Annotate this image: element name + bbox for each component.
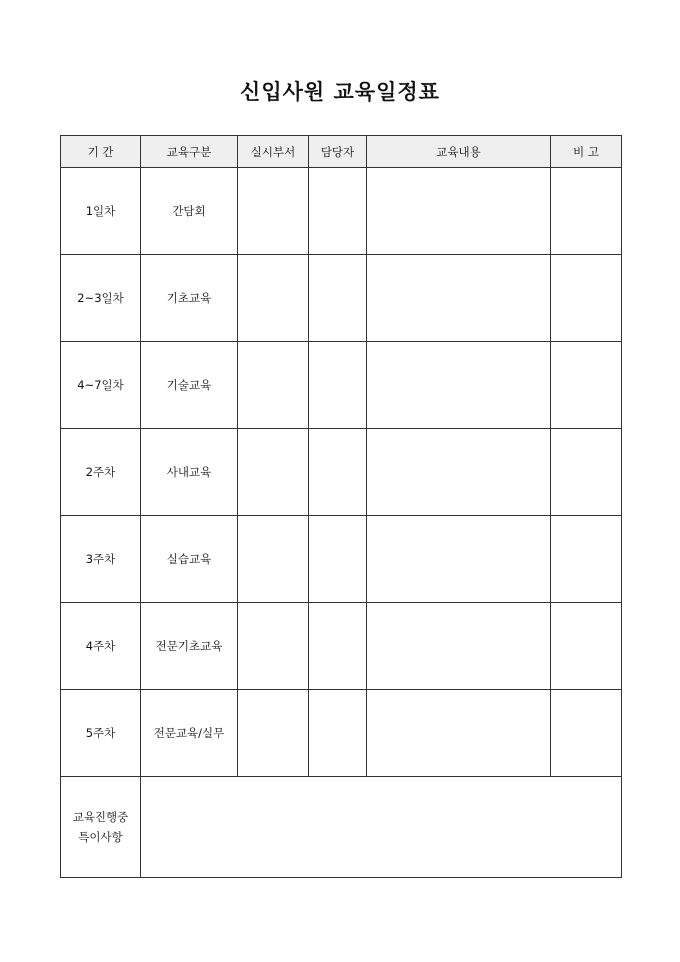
header-content: 교육내용 — [367, 136, 551, 168]
manager-cell[interactable] — [309, 255, 367, 342]
header-period: 기 간 — [61, 136, 141, 168]
category-cell: 전문교육/실무 — [141, 690, 238, 777]
content-cell[interactable] — [367, 516, 551, 603]
department-cell[interactable] — [238, 603, 309, 690]
remarks-cell[interactable] — [551, 255, 622, 342]
manager-cell[interactable] — [309, 690, 367, 777]
manager-cell[interactable] — [309, 429, 367, 516]
department-cell[interactable] — [238, 342, 309, 429]
manager-cell[interactable] — [309, 603, 367, 690]
department-cell[interactable] — [238, 516, 309, 603]
header-remarks: 비 고 — [551, 136, 622, 168]
remarks-cell[interactable] — [551, 603, 622, 690]
department-cell[interactable] — [238, 690, 309, 777]
period-cell: 2주차 — [61, 429, 141, 516]
notes-row — [61, 777, 622, 878]
category-cell: 기술교육 — [141, 342, 238, 429]
notes-field[interactable] — [141, 777, 622, 878]
category-cell: 기초교육 — [141, 255, 238, 342]
table-row — [61, 255, 622, 342]
notes-label — [61, 777, 141, 878]
header-category: 교육구분 — [141, 136, 238, 168]
document-title: 신입사원 교육일정표 — [240, 79, 440, 104]
remarks-cell[interactable] — [551, 342, 622, 429]
period-cell: 2~3일차 — [61, 255, 141, 342]
header-department: 실시부서 — [238, 136, 309, 168]
department-cell[interactable] — [238, 255, 309, 342]
table-row — [61, 168, 622, 255]
period-cell: 4~7일차 — [61, 342, 141, 429]
header-manager: 담당자 — [309, 136, 367, 168]
manager-cell[interactable] — [309, 342, 367, 429]
schedule-table — [60, 135, 622, 878]
period-cell: 5주차 — [61, 690, 141, 777]
table-row — [61, 342, 622, 429]
notes-label-line2: 특이사항 — [78, 830, 123, 844]
content-cell[interactable] — [367, 603, 551, 690]
remarks-cell[interactable] — [551, 516, 622, 603]
category-cell: 실습교육 — [141, 516, 238, 603]
content-cell[interactable] — [367, 690, 551, 777]
table-header-row — [61, 136, 622, 168]
table-row — [61, 429, 622, 516]
department-cell[interactable] — [238, 168, 309, 255]
department-cell[interactable] — [238, 429, 309, 516]
table-row — [61, 603, 622, 690]
content-cell[interactable] — [367, 429, 551, 516]
content-cell[interactable] — [367, 168, 551, 255]
remarks-cell[interactable] — [551, 168, 622, 255]
period-cell: 1일차 — [61, 168, 141, 255]
content-cell[interactable] — [367, 255, 551, 342]
category-cell: 전문기초교육 — [141, 603, 238, 690]
manager-cell[interactable] — [309, 168, 367, 255]
table-row — [61, 516, 622, 603]
content-cell[interactable] — [367, 342, 551, 429]
category-cell: 사내교육 — [141, 429, 238, 516]
period-cell: 4주차 — [61, 603, 141, 690]
period-cell: 3주차 — [61, 516, 141, 603]
remarks-cell[interactable] — [551, 429, 622, 516]
category-cell: 간담회 — [141, 168, 238, 255]
table-row — [61, 690, 622, 777]
remarks-cell[interactable] — [551, 690, 622, 777]
notes-label-line1: 교육진행중 — [72, 810, 129, 824]
manager-cell[interactable] — [309, 516, 367, 603]
